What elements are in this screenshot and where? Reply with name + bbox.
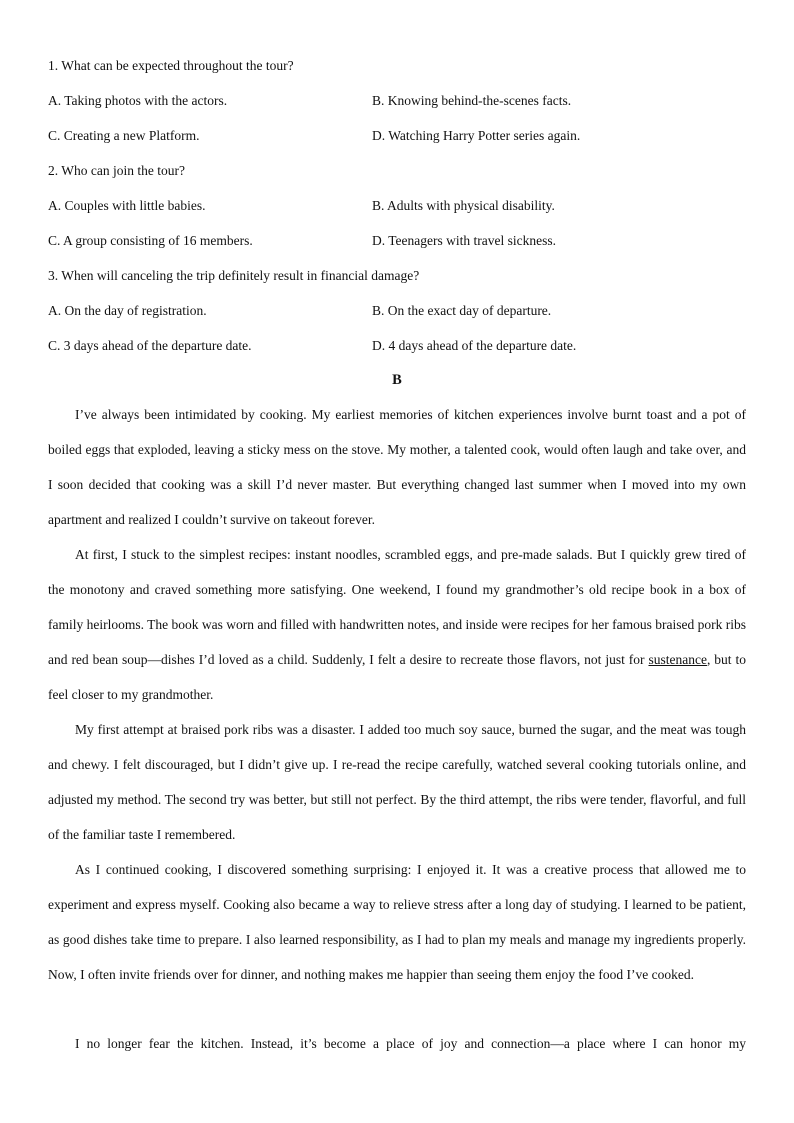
question-2-option-c: C. A group consisting of 16 members.: [48, 233, 253, 248]
passage-paragraph-3: My first attempt at braised pork ribs was a disaster. I added too much soy sauce, burned the sugar, and the meat was tough and chewy. I felt discouraged, but I didn’t give up. I re-read the recipe carefully, watched several cooking tutorials online, and adjusted my method. The second try was better, but still not perfect. By the third attempt, the ribs were tender, flavorful, and full of the familiar taste I remembered.: [48, 722, 746, 842]
passage-paragraph-1: I’ve always been intimidated by cooking. My earliest memories of kitchen experiences involve burnt toast and a pot of boiled eggs that exploded, leaving a sticky mess on the stove. My mother, a talented cook, would often laugh and take over, and I soon decided that cooking was a skill I’d never master. But everything changed last summer when I moved into my own apartment and realized I couldn’t survive on takeout forever.: [48, 407, 746, 527]
question-2-option-d: D. Teenagers with travel sickness.: [372, 233, 557, 248]
question-2-option-a: A. Couples with little babies.: [48, 198, 206, 213]
question-2-option-b: B. Adults with physical disability.: [372, 198, 555, 213]
underlined-word: sustenance: [648, 652, 707, 667]
question-3-option-b: B. On the exact day of departure.: [372, 303, 552, 318]
question-3-option-d: D. 4 days ahead of the departure date.: [372, 338, 577, 353]
passage-paragraph-4: As I continued cooking, I discovered something surprising: I enjoyed it. It was a creative process that allowed me to experiment and express myself. Cooking also became a way to relieve stress after a long day of studying. I learned to be patient, as good dishes take time to prepare. I also learned responsibility, as I had to plan my meals and manage my ingredients properly. Now, I often invite friends over for dinner, and nothing makes me happier than seeing them enjoy the food I’ve cooked.: [48, 862, 746, 982]
passage-paragraph-2: [48, 537, 746, 712]
question-1-option-a: A. Taking photos with the actors.: [48, 93, 228, 108]
passage-paragraph-5: I no longer fear the kitchen. Instead, it’s become a place of joy and connection—a place where I can honor my: [75, 1036, 746, 1051]
question-1-option-d: D. Watching Harry Potter series again.: [372, 128, 581, 143]
question-3-stem: 3. When will canceling the trip definitely result in financial damage?: [48, 268, 420, 283]
question-1-option-b: B. Knowing behind-the-scenes facts.: [372, 93, 572, 108]
question-1-option-c: C. Creating a new Platform.: [48, 128, 200, 143]
passage-paragraph-2-text: At first, I stuck to the simplest recipes: instant noodles, scrambled eggs, and pre-made salads. But I quickly grew tired of the monotony and craved something more satisfying. One weekend, I found my grandmother’s old recipe book in a box of family heirlooms. The book was worn and filled with handwritten notes, and inside were recipes for her famous braised pork ribs and red bean soup—dishes I’d loved as a child. Suddenly, I felt a desire to recreate those flavors, not just for: [48, 547, 746, 667]
passage-paragraph-2-end: , but to feel closer to my grandmother.: [48, 652, 746, 702]
question-3-option-c: C. 3 days ahead of the departure date.: [48, 338, 252, 353]
question-1-stem: 1. What can be expected throughout the tour?: [48, 58, 294, 73]
question-2-stem: 2. Who can join the tour?: [48, 163, 185, 178]
question-3-option-a: A. On the day of registration.: [48, 303, 207, 318]
section-title: B: [392, 372, 402, 388]
